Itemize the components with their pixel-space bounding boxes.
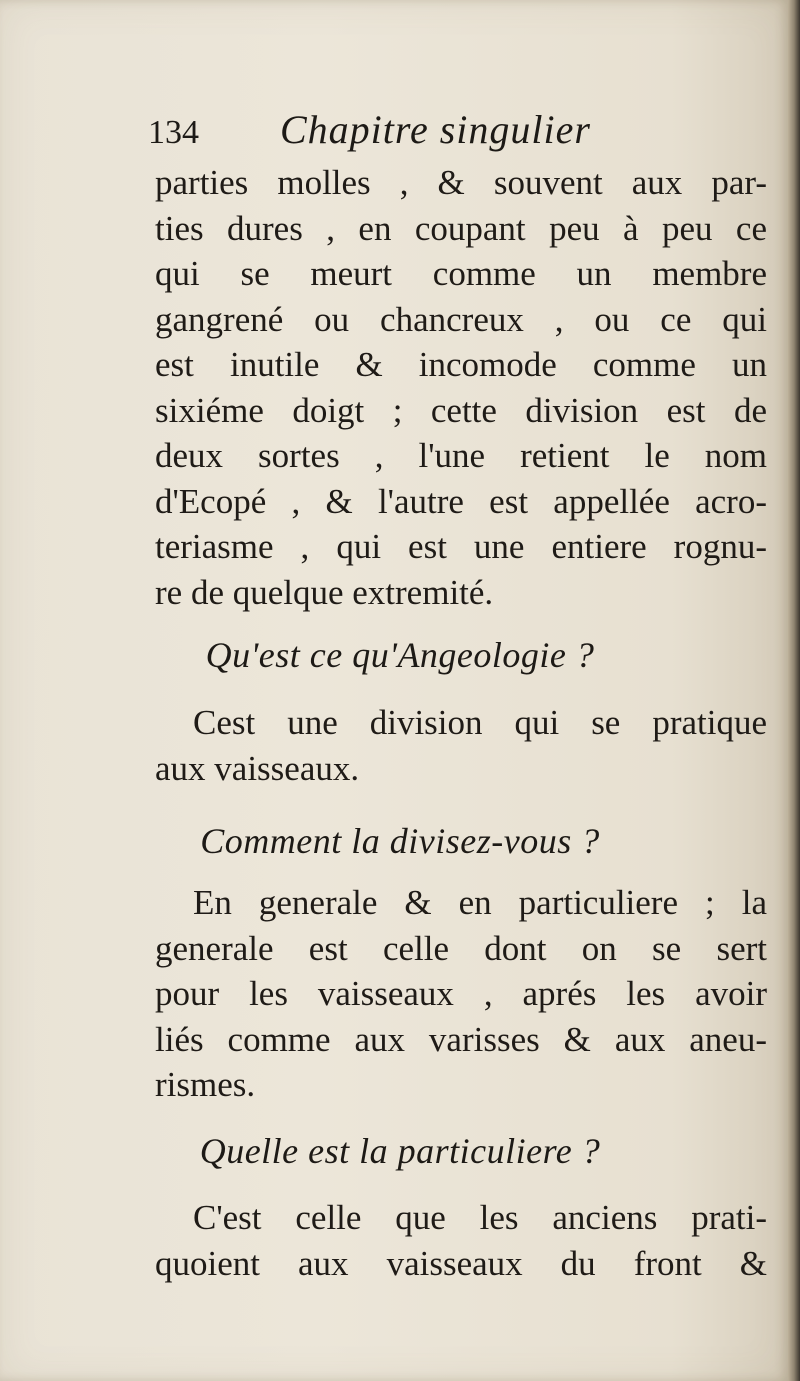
text-line: parties molles , & souvent aux par- bbox=[155, 163, 767, 202]
answer-angeologie bbox=[155, 700, 767, 791]
text-line: liés comme aux varisses & aux aneu- bbox=[155, 1019, 767, 1059]
text-line: quoient aux vaisseaux du front & bbox=[155, 1243, 767, 1283]
paragraph-continuation bbox=[155, 160, 767, 615]
text-line: En generale & en particuliere ; la bbox=[193, 883, 767, 922]
question-heading-particuliere: Quelle est la particuliere ? bbox=[199, 1131, 601, 1171]
text-line: est inutile & incomode comme un bbox=[155, 345, 767, 384]
text-line: aux vaisseaux. bbox=[155, 748, 360, 788]
text-line: teriasme , qui est une entiere rognu- bbox=[155, 527, 767, 566]
answer-division bbox=[155, 880, 767, 1108]
running-title: Chapitre singulier bbox=[280, 107, 591, 152]
text-line: C'est celle que les anciens prati- bbox=[193, 1198, 767, 1237]
answer-particuliere bbox=[155, 1195, 767, 1286]
text-line: gangrené ou chancreux , ou ce qui bbox=[155, 299, 767, 339]
text-line: Cest une division qui se pratique bbox=[193, 703, 767, 742]
text-line: deux sortes , l'une retient le nom bbox=[155, 436, 767, 475]
page-number: 134 bbox=[148, 114, 199, 151]
page-header bbox=[148, 100, 668, 160]
text-line: qui se meurt comme un membre bbox=[155, 254, 767, 293]
text-line: ties dures , en coupant peu à peu ce bbox=[155, 208, 767, 248]
text-line: d'Ecopé , & l'autre est appellée acro- bbox=[155, 481, 767, 521]
text-line: pour les vaisseaux , aprés les avoir bbox=[155, 974, 767, 1013]
text-line: re de quelque extremité. bbox=[155, 572, 494, 612]
text-line: sixiéme doigt ; cette division est de bbox=[155, 390, 767, 430]
text-line: generale est celle dont on se sert bbox=[155, 928, 767, 968]
question-heading-angeologie: Qu'est ce qu'Angeologie ? bbox=[205, 635, 595, 675]
book-gutter-edge bbox=[788, 0, 800, 1381]
question-heading-division: Comment la divisez-vous ? bbox=[200, 821, 600, 861]
text-line: rismes. bbox=[155, 1065, 256, 1104]
